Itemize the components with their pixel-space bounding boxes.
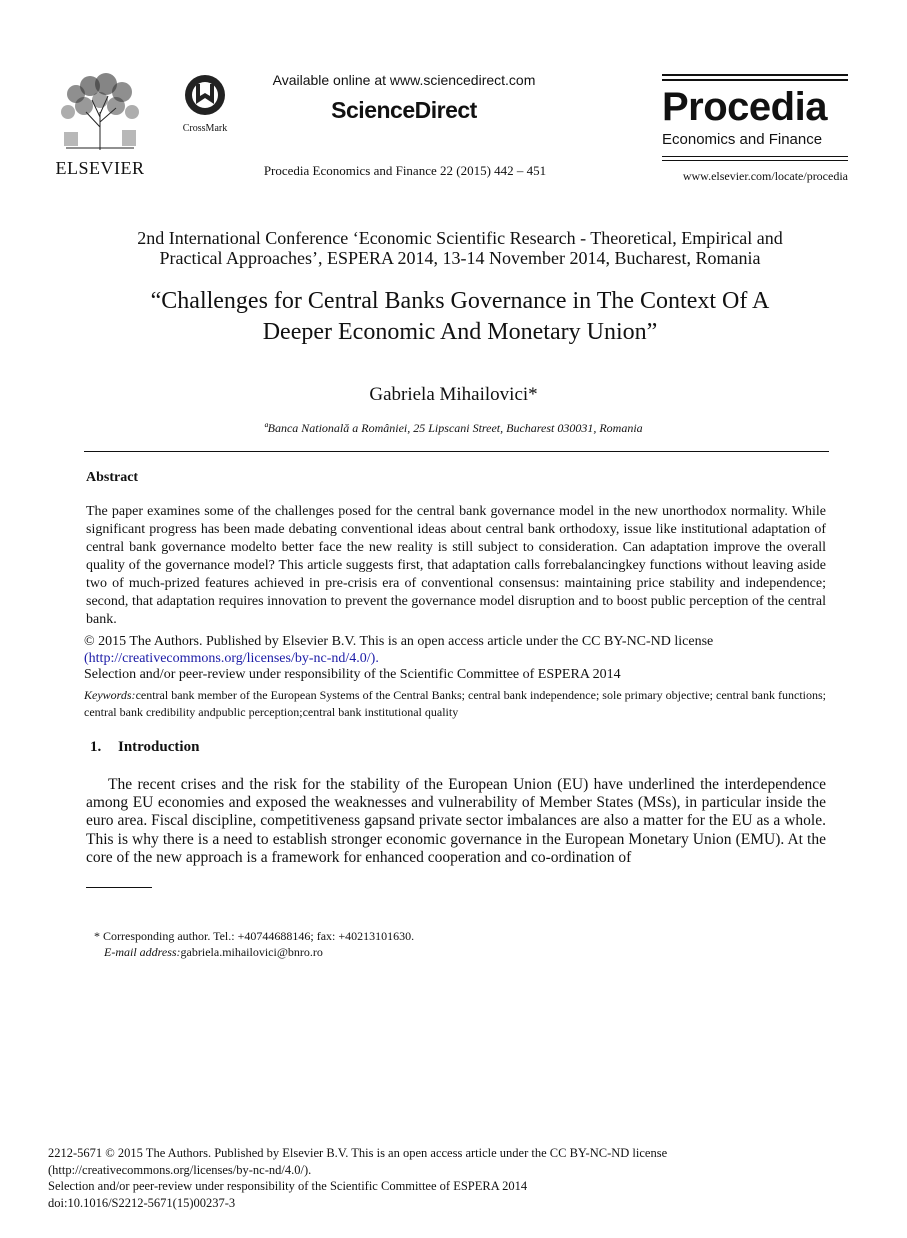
email-address[interactable]: gabriela.mihailovici@bnro.ro	[180, 945, 323, 959]
copyright-line: © 2015 The Authors. Published by Elsevier B.V. This is an open access article under the CC BY-NC-ND license	[84, 634, 714, 649]
available-online-text: Available online at www.sciencedirect.com	[272, 72, 536, 88]
elsevier-tree-icon	[56, 72, 144, 152]
keywords	[84, 687, 826, 720]
crossmark-badge[interactable]	[174, 74, 236, 132]
issn-copyright: 2212-5671 © 2015 The Authors. Published by Elsevier B.V. This is an open access article under the CC BY-NC-ND license	[48, 1146, 668, 1160]
footnote-rule	[86, 887, 152, 888]
copyright-notice	[84, 634, 824, 684]
abstract-heading: Abstract	[86, 470, 139, 485]
conference-info	[80, 228, 840, 268]
conference-line: Practical Approaches’, ESPERA 2014, 13-14 November 2014, Bucharest, Romania	[159, 248, 761, 268]
masthead-rule	[662, 156, 848, 157]
peer-review-line: Selection and/or peer-review under responsibility of the Scientific Committee of ESPERA 2014	[84, 667, 621, 682]
paper-title	[60, 286, 860, 348]
doi: doi:10.1016/S2212-5671(15)00237-3	[48, 1195, 236, 1210]
procedia-url-link[interactable]: www.elsevier.com/locate/procedia	[682, 169, 848, 183]
section-title: Introduction	[118, 739, 200, 755]
abstract-text: The paper examines some of the challenges posed for the central bank governance model in the new unorthodox normality. While significant progress has been made debating conventional ideas about central bank orthodoxy, issue like institutional adaptation of central bank governance modelto better face the new reality is still subject to consideration. Can adaptation improve the overall quality of the governance model? This article suggests first, that adaptation calls forrebalancingkey functions without leaving aside two of much-prized features achieved in pre-crisis era of conventional consensus: maintaining price stability and independence; second, that adaptation requires innovation to prevent the governance model disruption and to boost public perception of the central bank.	[86, 504, 826, 627]
license-link[interactable]: (http://creativecommons.org/licenses/by-nc-nd/4.0/).	[84, 650, 379, 666]
crossmark-icon	[183, 74, 227, 116]
email-label: E-mail address:	[104, 945, 181, 959]
procedia-title: Procedia	[662, 85, 827, 129]
masthead-rule	[662, 79, 848, 81]
corresponding-author: * Corresponding author. Tel.: +40744688146; fax: +40213101630.	[94, 929, 415, 943]
procedia-subtitle: Economics and Finance	[662, 131, 823, 148]
keywords-text: central bank member of the European Systems of the Central Banks; central bank independence; sole primary objective; central bank functions; central bank credibility andpublic perception;central bank institutional quality	[84, 688, 826, 719]
publication-footer	[48, 1145, 848, 1211]
section-number: 1.	[90, 739, 102, 755]
section-heading	[90, 739, 199, 756]
procedia-masthead	[662, 74, 848, 184]
keywords-label: Keywords:	[84, 688, 136, 702]
footer-license-link[interactable]: (http://creativecommons.org/licenses/by-nc-nd/4.0/).	[48, 1162, 312, 1177]
title-line: “Challenges for Central Banks Governance in The Context Of A	[150, 288, 770, 314]
author-name: Gabriela Mihailovici*	[369, 384, 538, 405]
crossmark-label: CrossMark	[182, 123, 228, 134]
author-affiliation: ªBanca Natională a României, 25 Lipscani Street, Bucharest 030031, Romania	[264, 421, 643, 435]
footnote	[94, 928, 414, 960]
journal-reference: Procedia Economics and Finance 22 (2015) 442 – 451	[263, 163, 547, 178]
masthead-rule	[662, 74, 848, 76]
conference-line: 2nd International Conference ‘Economic Scientific Research - Theoretical, Empirical and	[137, 228, 783, 248]
divider	[84, 451, 829, 452]
footer-peer-review: Selection and/or peer-review under responsibility of the Scientific Committee of ESPERA 2014	[48, 1179, 528, 1193]
title-line: Deeper Economic And Monetary Union”	[262, 319, 658, 345]
introduction-paragraph: The recent crises and the risk for the stability of the European Union (EU) have underlined the interdependence among EU economies and exposed the weaknesses and vulnerability of Member States (MSs), in particular inside the euro area. Fiscal discipline, competitiveness gapsand private sector imbalances are also a matter for the EU as a whole. This is why there is a need to establish stronger economic governance in the European Monetary Union (EMU). At the core of the new approach is a framework for enhanced cooperation and co-ordination of	[86, 776, 826, 866]
masthead-rule	[662, 160, 848, 161]
sciencedirect-logo: ScienceDirect	[331, 97, 477, 123]
elsevier-logo	[50, 72, 150, 180]
publisher-name: ELSEVIER	[55, 158, 145, 178]
